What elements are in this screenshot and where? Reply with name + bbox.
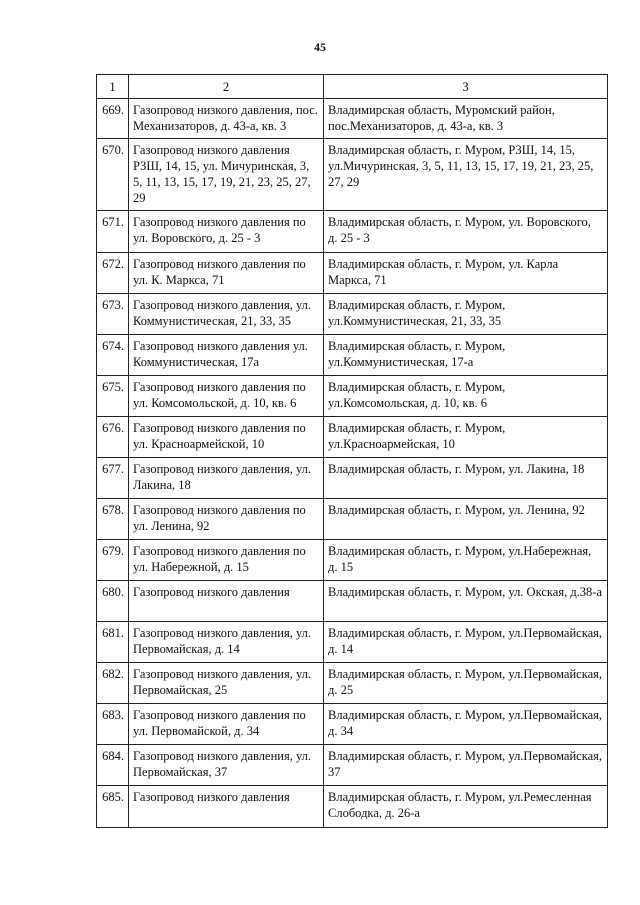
- object-address: Владимирская область, г. Муром, ул. Воровского, д. 25 - 3: [324, 211, 608, 253]
- object-name: Газопровод низкого давления, ул. Лакина, 18: [129, 458, 324, 499]
- object-address: Владимирская область, г. Муром, ул.Комсомольская, д. 10, кв. 6: [324, 376, 608, 417]
- table-row: [97, 139, 608, 211]
- row-number: 682.: [97, 663, 129, 704]
- table-row: [97, 376, 608, 417]
- object-address: Владимирская область, г. Муром, ул.Первомайская, 37: [324, 745, 608, 786]
- row-number: 678.: [97, 499, 129, 540]
- table-row: [97, 745, 608, 786]
- object-name: Газопровод низкого давления по ул. Набережной, д. 15: [129, 540, 324, 581]
- table-row: [97, 499, 608, 540]
- object-address: Владимирская область, г. Муром, ул.Первомайская, д. 14: [324, 622, 608, 663]
- row-number: 680.: [97, 581, 129, 622]
- table-row: [97, 704, 608, 745]
- object-address: Владимирская область, г. Муром, РЗШ, 14, 15, ул.Мичуринская, 3, 5, 11, 13, 15, 17, 19, 21, 23, 25, 27, 29: [324, 139, 608, 211]
- row-number: 679.: [97, 540, 129, 581]
- object-name: Газопровод низкого давления, ул. Коммунистическая, 21, 33, 35: [129, 294, 324, 335]
- object-name: Газопровод низкого давления, ул. Первомайская, д. 14: [129, 622, 324, 663]
- object-name: Газопровод низкого давления по ул. Воровского, д. 25 - 3: [129, 211, 324, 253]
- table-row: [97, 335, 608, 376]
- object-name: Газопровод низкого давления, ул. Первомайская, 37: [129, 745, 324, 786]
- object-address: Владимирская область, г. Муром, ул.Первомайская, д. 34: [324, 704, 608, 745]
- object-name: Газопровод низкого давления по ул. Комсомольской, д. 10, кв. 6: [129, 376, 324, 417]
- object-address: Владимирская область, Муромский район, пос.Механизаторов, д. 43-а, кв. 3: [324, 99, 608, 139]
- table-row: [97, 581, 608, 622]
- object-address: Владимирская область, г. Муром, ул. Лакина, 18: [324, 458, 608, 499]
- row-number: 677.: [97, 458, 129, 499]
- object-address: Владимирская область, г. Муром, ул.Коммунистическая, 21, 33, 35: [324, 294, 608, 335]
- header-col-2: 2: [129, 75, 324, 99]
- object-name: Газопровод низкого давления, пос. Механизаторов, д. 43-а, кв. 3: [129, 99, 324, 139]
- row-number: 670.: [97, 139, 129, 211]
- row-number: 674.: [97, 335, 129, 376]
- row-number: 672.: [97, 253, 129, 294]
- object-name: Газопровод низкого давления по ул. Красноармейской, 10: [129, 417, 324, 458]
- table-row: [97, 458, 608, 499]
- table-row: [97, 786, 608, 828]
- table-row: [97, 294, 608, 335]
- row-number: 673.: [97, 294, 129, 335]
- object-name: Газопровод низкого давления: [129, 581, 324, 622]
- page-number: 45: [314, 40, 326, 54]
- row-number: 675.: [97, 376, 129, 417]
- row-number: 676.: [97, 417, 129, 458]
- table-row: [97, 622, 608, 663]
- row-number: 681.: [97, 622, 129, 663]
- object-address: Владимирская область, г. Муром, ул.Ремесленная Слободка, д. 26-а: [324, 786, 608, 828]
- table-row: [97, 417, 608, 458]
- object-name: Газопровод низкого давления по ул. Ленина, 92: [129, 499, 324, 540]
- row-number: 671.: [97, 211, 129, 253]
- object-address: Владимирская область, г. Муром, ул. Окская, д.38-а: [324, 581, 608, 622]
- object-address: Владимирская область, г. Муром, ул. Ленина, 92: [324, 499, 608, 540]
- table-row: [97, 540, 608, 581]
- row-number: 669.: [97, 99, 129, 139]
- table-row: [97, 99, 608, 139]
- header-col-3: 3: [324, 75, 608, 99]
- table-row: [97, 663, 608, 704]
- object-name: Газопровод низкого давления РЗШ, 14, 15, ул. Мичуринская, 3, 5, 11, 13, 15, 17, 19, 21, 23, 25, 27, 29: [129, 139, 324, 211]
- object-address: Владимирская область, г. Муром, ул. Карла Маркса, 71: [324, 253, 608, 294]
- objects-table: [96, 74, 608, 828]
- table-row: [97, 211, 608, 253]
- table-row: [97, 253, 608, 294]
- header-col-1: 1: [97, 75, 129, 99]
- object-address: Владимирская область, г. Муром, ул.Коммунистическая, 17-а: [324, 335, 608, 376]
- row-number: 683.: [97, 704, 129, 745]
- object-address: Владимирская область, г. Муром, ул.Первомайская, д. 25: [324, 663, 608, 704]
- row-number: 685.: [97, 786, 129, 828]
- object-name: Газопровод низкого давления ул. Коммунистическая, 17а: [129, 335, 324, 376]
- object-name: Газопровод низкого давления по ул. Первомайской, д. 34: [129, 704, 324, 745]
- object-address: Владимирская область, г. Муром, ул.Красноармейская, 10: [324, 417, 608, 458]
- object-name: Газопровод низкого давления по ул. К. Маркса, 71: [129, 253, 324, 294]
- table-header-row: [97, 75, 608, 99]
- object-address: Владимирская область, г. Муром, ул.Набережная, д. 15: [324, 540, 608, 581]
- row-number: 684.: [97, 745, 129, 786]
- object-name: Газопровод низкого давления: [129, 786, 324, 828]
- object-name: Газопровод низкого давления, ул. Первомайская, 25: [129, 663, 324, 704]
